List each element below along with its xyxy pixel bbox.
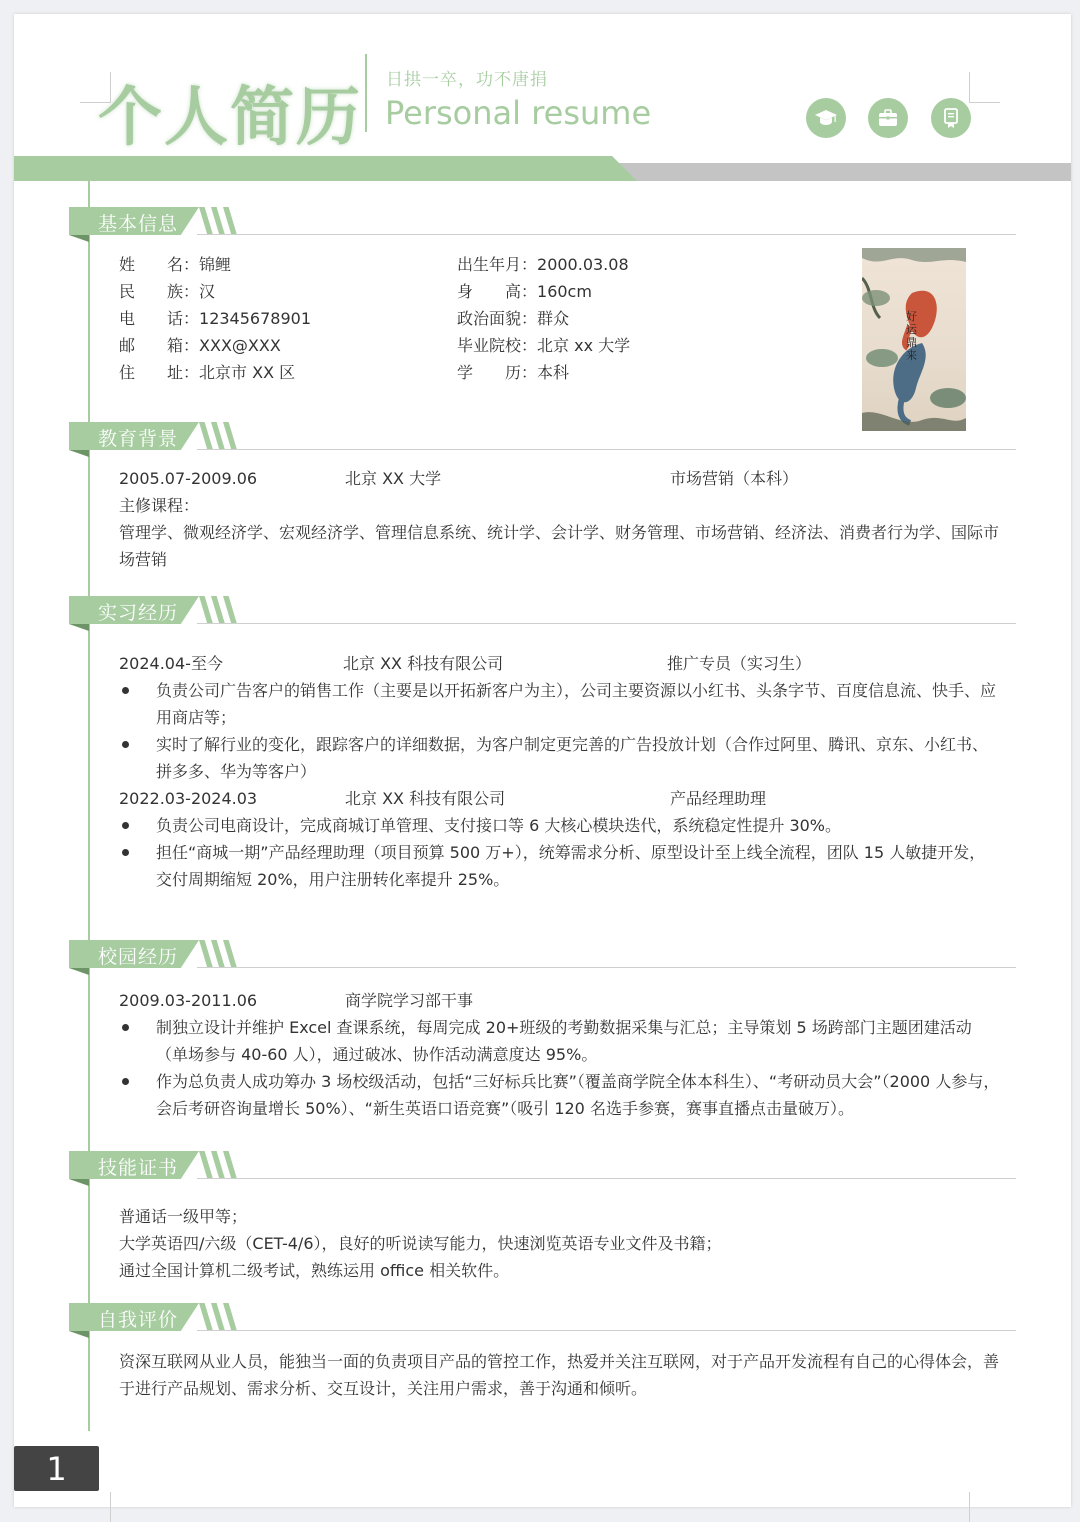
section-header-self: [69, 1303, 1016, 1337]
crop-mark: [969, 72, 1000, 103]
bullet-dot: [122, 687, 129, 694]
info-row-birth: 出生年月：2000.03.08: [457, 255, 629, 274]
resume-title: 个人简历: [98, 81, 362, 155]
section-header-education: [69, 422, 1016, 456]
edu-period: 2005.07-2009.06: [119, 469, 258, 488]
title-divider: [365, 54, 367, 132]
campus-period: 2009.03-2011.06: [119, 991, 258, 1010]
resume-title-en: Personal resume: [385, 94, 652, 132]
edu-school: 北京 XX 大学: [345, 469, 442, 488]
job-role: 推广专员（实习生）: [667, 654, 812, 673]
bullet-dot: [122, 741, 129, 748]
info-row-political: 政治面貌：群众: [457, 309, 570, 328]
resume-page: [14, 14, 1071, 1507]
section-title: 技能证书: [98, 1157, 179, 1179]
info-row-height: 身 高：160cm: [457, 282, 592, 301]
section-header-skills: [69, 1151, 1016, 1185]
info-row-phone: 电 话：12345678901: [119, 309, 311, 328]
campus-role: 商学院学习部干事: [345, 991, 474, 1010]
graduation-cap-icon: [806, 98, 846, 138]
campus-bullet: 制独立设计并维护 Excel 查课系统，每周完成 20+班级的考勤数据采集与汇总；主导策划 5 场跨部门主题团建活动（单场参与 40-60 人），通过破冰、协作活动满意度达 95%。: [156, 1018, 972, 1064]
profile-photo: [862, 248, 966, 431]
skill-line: 大学英语四/六级（CET-4/6），良好的听说读写能力，快速浏览英语专业文件及书籍；: [119, 1234, 722, 1253]
section-header-campus: [69, 940, 1016, 974]
bullet-dot: [122, 849, 129, 856]
certificate-icon: [931, 98, 971, 138]
bullet-dot: [122, 1078, 129, 1085]
job-role: 产品经理助理: [670, 789, 767, 808]
page-number-badge[interactable]: 1: [14, 1446, 99, 1491]
section-title: 实习经历: [98, 602, 179, 624]
briefcase-icon: [868, 98, 908, 138]
photo-caption: 好运鼎来: [906, 310, 917, 362]
info-row-school: 毕业院校：北京 xx 大学: [457, 336, 631, 355]
skill-line: 通过全国计算机二级考试，熟练运用 office 相关软件。: [119, 1261, 510, 1280]
self-evaluation: 资深互联网从业人员，能独当一面的负责项目产品的管控工作，热爱并关注互联网，对于产品开发流程有自己的心得体会，善于进行产品规划、需求分析、交互设计，关注用户需求，善于沟通和倾听。: [119, 1352, 1000, 1398]
campus-bullet: 作为总负责人成功筹办 3 场校级活动，包括“三好标兵比赛”（覆盖商学院全体本科生）、“考研动员大会”（2000 人参与，会后考研咨询量增长 50%）、“新生英语口语竞赛”（吸引 120 名选手参赛，赛事直播点击量破万）。: [156, 1072, 1000, 1118]
motto: 日拱一卒，功不唐捐: [386, 70, 548, 90]
timeline-line: [88, 181, 90, 1431]
edu-major: 市场营销（本科）: [670, 469, 799, 488]
section-title: 基本信息: [98, 213, 179, 235]
bullet-dot: [122, 822, 129, 829]
job-bullet: 负责公司电商设计，完成商城订单管理、支付接口等 6 大核心模块迭代，系统稳定性提升 30%。: [156, 816, 842, 835]
job-period: 2022.03-2024.03: [119, 789, 258, 808]
crop-mark: [969, 1492, 1000, 1522]
job-company: 北京 XX 科技有限公司: [345, 789, 506, 808]
job-bullet: 负责公司广告客户的销售工作（主要是以开拓新客户为主），公司主要资源以小红书、头条字节、百度信息流、快手、应用商店等；: [156, 681, 997, 727]
job-bullet: 担任“商城一期”产品经理助理（项目预算 500 万+），统筹需求分析、原型设计至上线全流程，团队 15 人敏捷开发，交付周期缩短 20%，用户注册转化率提升 25%。: [156, 843, 986, 889]
section-header-basic: [69, 207, 1016, 241]
info-row-ethnicity: 民 族：汉: [119, 282, 216, 301]
job-bullet: 实时了解行业的变化，跟踪客户的详细数据，为客户制定更完善的广告投放计划（合作过阿里、腾讯、京东、小红书、拼多多、华为等客户）: [156, 735, 989, 781]
info-row-email: 邮 箱：XXX@XXX: [119, 336, 281, 355]
skill-line: 普通话一级甲等；: [119, 1207, 248, 1226]
section-header-internship: [69, 596, 1016, 630]
section-title: 自我评价: [98, 1309, 179, 1331]
section-title: 教育背景: [98, 428, 179, 450]
info-row-name: 姓 名：锦鲤: [119, 255, 232, 274]
bullet-dot: [122, 1024, 129, 1031]
info-row-address: 住 址：北京市 XX 区: [119, 363, 296, 382]
job-company: 北京 XX 科技有限公司: [343, 654, 504, 673]
header-band-green: [14, 156, 637, 181]
edu-courses: 管理学、微观经济学、宏观经济学、管理信息系统、统计学、会计学、财务管理、市场营销、经济法、消费者行为学、国际市场营销: [119, 523, 1000, 569]
info-row-degree: 学 历：本科: [457, 363, 570, 382]
job-period: 2024.04-至今: [119, 654, 223, 673]
crop-mark: [80, 1492, 111, 1522]
edu-courses-label: 主修课程：: [119, 496, 200, 515]
section-title: 校园经历: [98, 946, 179, 968]
